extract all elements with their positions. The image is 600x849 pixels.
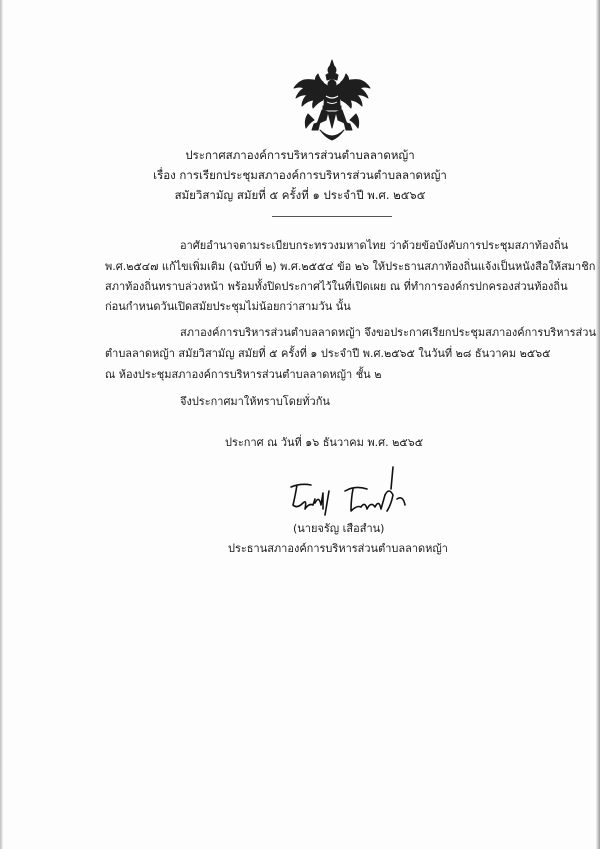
signer-name: (นายจรัญ เสือสำน): [293, 522, 385, 535]
announcement-issuer: ประกาศสภาองค์การบริหารส่วนตำบลลาดหญ้า: [185, 148, 415, 162]
handwritten-signature: [285, 465, 435, 523]
header-divider: [272, 216, 392, 217]
announcement-subject: เรื่อง การเรียกประชุมสภาองค์การบริหารส่วนตำบลลาดหญ้า: [153, 168, 447, 182]
announcement-date: ประกาศ ณ วันที่ ๑๖ ธันวาคม พ.ศ. ๒๕๖๕: [225, 436, 424, 449]
page-left-edge-shadow: [0, 0, 3, 849]
announcement-session: สมัยวิสามัญ สมัยที่ ๕ ครั้งที่ ๑ ประจำปี พ.ศ. ๒๕๖๕: [174, 188, 426, 202]
garuda-emblem-icon: [290, 58, 374, 144]
paragraph-1-line-2: พ.ศ.๒๕๔๗ แก้ไขเพิ่มเติม (ฉบับที่ ๒) พ.ศ.๒๕๕๔ ข้อ ๒๖ ให้ประธานสภาท้องถิ่นแจ้งเป็นหนังสือให้สมาชิก: [105, 260, 596, 273]
paragraph-3: จึงประกาศมาให้ทราบโดยทั่วกัน: [180, 395, 330, 408]
signer-title: ประธานสภาองค์การบริหารส่วนตำบลลาดหญ้า: [228, 542, 448, 555]
paragraph-1-line-1: อาศัยอำนาจตามระเบียบกระทรวงมหาดไทย ว่าด้วยข้อบังคับการประชุมสภาท้องถิ่น: [180, 239, 569, 252]
paragraph-2-line-2: ตำบลลาดหญ้า สมัยวิสามัญ สมัยที่ ๕ ครั้งที่ ๑ ประจำปี พ.ศ.๒๕๖๕ ในวันที่ ๒๘ ธันวาคม ๒๕๖๕: [105, 347, 551, 360]
paragraph-1-line-4: ก่อนกำหนดวันเปิดสมัยประชุมไม่น้อยกว่าสามวัน นั้น: [105, 300, 351, 313]
paragraph-1-line-3: สภาท้องถิ่นทราบล่วงหน้า พร้อมทั้งปิดประกาศไว้ในที่เปิดเผย ณ ที่ทำการองค์กรปกครองส่วนท้องถิ่น: [105, 280, 568, 293]
paragraph-2-line-1: สภาองค์การบริหารส่วนตำบลลาดหญ้า จึงขอประกาศเรียกประชุมสภาองค์การบริหารส่วน: [180, 326, 596, 339]
page-right-edge-shadow: [596, 0, 600, 849]
paragraph-2-line-3: ณ ห้องประชุมสภาองค์การบริหารส่วนตำบลลาดหญ้า ชั้น ๒: [105, 368, 382, 381]
